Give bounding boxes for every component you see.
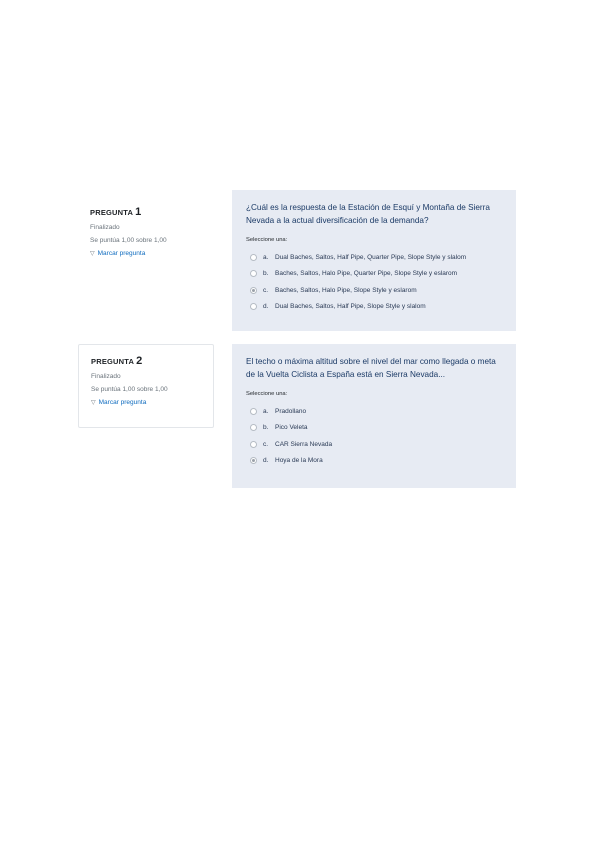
radio-button[interactable] <box>250 303 257 310</box>
question-1-content <box>232 190 516 331</box>
radio-button[interactable] <box>250 424 257 431</box>
question-1-flag-link[interactable]: ▽ Marcar pregunta <box>90 250 146 257</box>
answer-text: Baches, Saltos, Halo Pipe, Quarter Pipe, Slope Style y eslarom <box>275 270 458 278</box>
radio-button-selected[interactable] <box>250 287 257 294</box>
question-1-info <box>78 196 214 268</box>
question-2-state: Finalizado <box>91 373 121 380</box>
question-2-prompt: Seleccione una: <box>246 391 288 397</box>
question-1-state: Finalizado <box>90 224 120 231</box>
answer-text: Pradollano <box>275 407 307 415</box>
question-2-text: El techo o máxima altitud sobre el nivel del mar como llegada o meta de la Vuelta Ciclista a España está en Sierra Nevada... <box>246 357 496 379</box>
question-2-info <box>78 344 214 428</box>
answer-text: Hoya de la Mora <box>275 457 323 465</box>
answer-text: Pico Veleta <box>275 424 308 432</box>
question-1-answers <box>246 249 502 315</box>
radio-button[interactable] <box>250 254 257 261</box>
answer-option[interactable]: d. Hoya de la Mora <box>250 453 502 470</box>
flag-icon: ▽ <box>90 251 95 257</box>
question-1-prompt: Seleccione una: <box>246 237 288 243</box>
radio-button[interactable] <box>250 270 257 277</box>
question-1-number: PREGUNTA 1 <box>90 206 142 218</box>
radio-button-selected[interactable] <box>250 457 257 464</box>
question-1-grade: Se puntúa 1,00 sobre 1,00 <box>90 237 167 244</box>
answer-text: Baches, Saltos, Halo Pipe, Slope Style y eslarom <box>275 286 417 294</box>
answer-option[interactable]: a. Dual Baches, Saltos, Half Pipe, Quarter Pipe, Slope Style y slalom <box>250 249 502 266</box>
answer-text: Dual Baches, Saltos, Half Pipe, Quarter Pipe, Slope Style y slalom <box>275 253 467 261</box>
answer-text: CAR Sierra Nevada <box>275 440 333 448</box>
question-2-content <box>232 344 516 488</box>
answer-option[interactable]: b. Pico Veleta <box>250 420 502 437</box>
flag-icon: ▽ <box>91 400 96 406</box>
answer-text: Dual Baches, Saltos, Half Pipe, Slope Style y slalom <box>275 303 426 311</box>
answer-option[interactable]: a. Pradollano <box>250 403 502 420</box>
question-2-flag-link[interactable]: ▽ Marcar pregunta <box>91 399 147 406</box>
radio-button[interactable] <box>250 441 257 448</box>
answer-option[interactable]: c. CAR Sierra Nevada <box>250 436 502 453</box>
radio-button[interactable] <box>250 408 257 415</box>
question-1-text: ¿Cuál es la respuesta de la Estación de Esquí y Montaña de Sierra Nevada a la actual diversificación de la demanda? <box>246 203 490 225</box>
answer-option[interactable]: b. Baches, Saltos, Halo Pipe, Quarter Pipe, Slope Style y eslarom <box>250 266 502 283</box>
question-2-answers <box>246 403 502 469</box>
answer-option[interactable]: d. Dual Baches, Saltos, Half Pipe, Slope Style y slalom <box>250 299 502 316</box>
question-2-grade: Se puntúa 1,00 sobre 1,00 <box>91 386 168 393</box>
question-2-number: PREGUNTA 2 <box>91 355 143 367</box>
answer-option[interactable]: c. Baches, Saltos, Halo Pipe, Slope Style y eslarom <box>250 282 502 299</box>
